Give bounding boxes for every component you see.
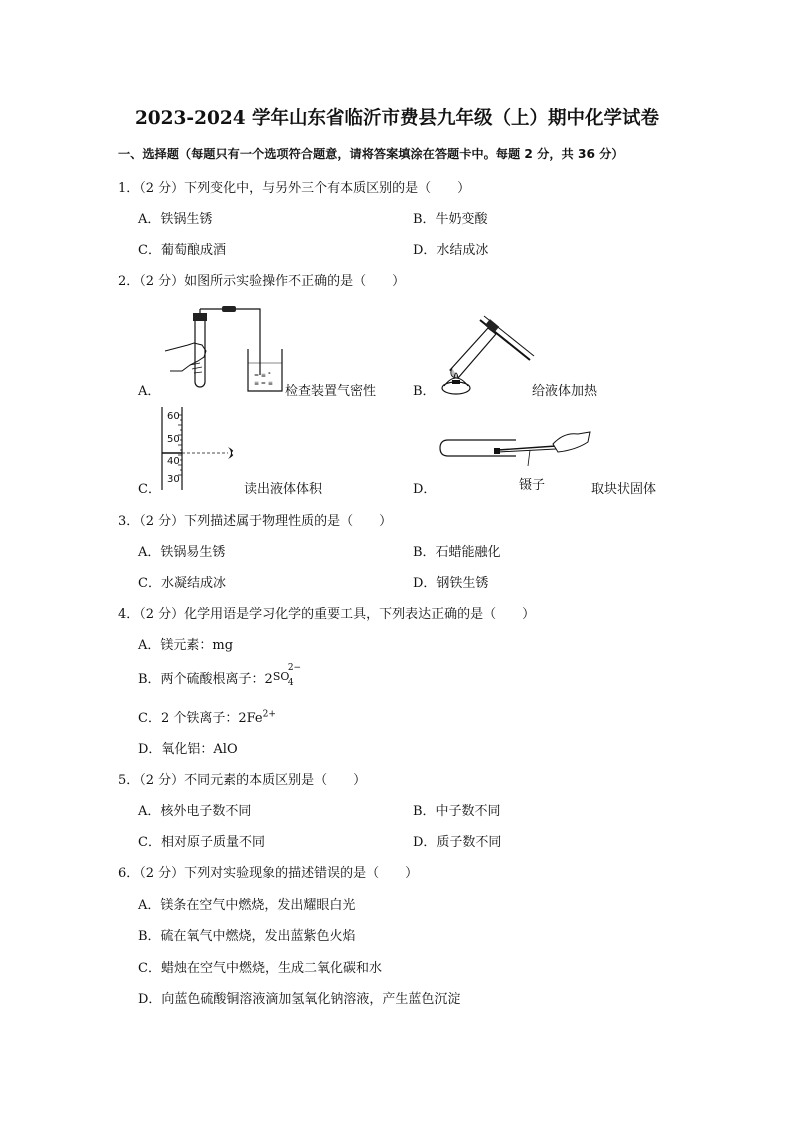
figure-label-reading: 读出液体体积 <box>244 482 323 497</box>
q5-option-d: D．质子数不同 <box>413 835 502 850</box>
figure-label-solid: 取块状固体 <box>591 482 657 497</box>
q2-option-c: C． <box>138 482 161 497</box>
q3-option-d: D．钢铁生锈 <box>413 576 489 591</box>
question-2-stem: 2．（2 分）如图所示实验操作不正确的是（ ） <box>118 274 406 289</box>
q6-option-d: D．向蓝色硫酸铜溶液滴加氢氧化钠溶液，产生蓝色沉淀 <box>138 992 461 1007</box>
airtightness-check-figure <box>160 305 290 395</box>
question-6-stem: 6．（2 分）下列对实验现象的描述错误的是（ ） <box>118 866 419 881</box>
q2-option-d: D． <box>413 482 437 497</box>
q1-option-a: A．铁锅生锈 <box>138 212 213 227</box>
cylinder-tick-40: 40 <box>167 456 180 467</box>
q1-option-c: C．葡萄酿成酒 <box>138 243 226 258</box>
cylinder-tick-50: 50 <box>167 434 180 445</box>
q3-option-b: B．石蜡能融化 <box>413 545 501 560</box>
sulfate-subscript: 4 <box>287 678 294 688</box>
q3-option-a: A．铁锅易生锈 <box>138 545 226 560</box>
q4-option-c-text: C．2 个铁离子：2Fe <box>138 711 263 726</box>
figure-label-airtightness: 检查装置气密性 <box>285 384 377 399</box>
q1-option-b: B．牛奶变酸 <box>413 212 488 227</box>
q1-option-d: D．水结成冰 <box>413 243 489 258</box>
svg-text:= ≡ °: = ≡ ° <box>254 372 271 379</box>
question-1-stem: 1．（2 分）下列变化中，与另外三个有本质区别的是（ ） <box>118 181 471 196</box>
heating-liquid-figure <box>430 300 540 400</box>
svg-text:≡ = ≡: ≡ = ≡ <box>254 380 273 387</box>
q4-option-d: D．氧化铝：AlO <box>138 742 238 757</box>
q6-option-b: B．硫在氧气中燃烧，发出蓝紫色火焰 <box>138 929 356 944</box>
q6-option-c: C．蜡烛在空气中燃烧，生成二氧化碳和水 <box>138 961 382 976</box>
figure-label-tweezers: 镊子 <box>519 478 546 493</box>
q2-option-b: B． <box>413 384 436 399</box>
q4-option-b-text: B．两个硫酸根离子：2 <box>138 672 273 687</box>
q3-option-c: C．水凝结成冰 <box>138 576 226 591</box>
sulfate-charge: 2− <box>287 663 302 673</box>
q4-option-b <box>138 663 302 688</box>
graduated-cylinder-figure <box>160 405 250 495</box>
q5-option-b: B．中子数不同 <box>413 804 501 819</box>
exam-title: 2023-2024 学年山东省临沂市费县九年级（上）期中化学试卷 <box>134 108 660 129</box>
figure-label-heating: 给液体加热 <box>532 384 598 399</box>
q5-option-c: C．相对原子质量不同 <box>138 835 265 850</box>
iron-ion-charge: 2+ <box>262 709 276 720</box>
question-3-stem: 3．（2 分）下列描述属于物理性质的是（ ） <box>118 514 393 529</box>
q5-option-a: A．核外电子数不同 <box>138 804 252 819</box>
cylinder-tick-30: 30 <box>167 474 180 485</box>
q4-option-a: A．镁元素：mg <box>138 638 234 653</box>
sulfate-formula <box>272 663 302 688</box>
section-heading: 一、选择题（每题只有一个选项符合题意，请将答案填涂在答题卡中。每题 2 分，共 36 分） <box>118 147 624 161</box>
q2-option-a: A． <box>138 384 161 399</box>
question-5-stem: 5．（2 分）不同元素的本质区别是（ ） <box>118 773 367 788</box>
cylinder-tick-60: 60 <box>167 411 180 422</box>
tweezers-figure <box>438 428 593 468</box>
sulfate-base: SO <box>272 670 290 683</box>
q4-option-c <box>138 707 276 726</box>
q6-option-a: A．镁条在空气中燃烧，发出耀眼白光 <box>138 898 356 913</box>
question-4-stem: 4．（2 分）化学用语是学习化学的重要工具，下列表达正确的是（ ） <box>118 607 536 622</box>
